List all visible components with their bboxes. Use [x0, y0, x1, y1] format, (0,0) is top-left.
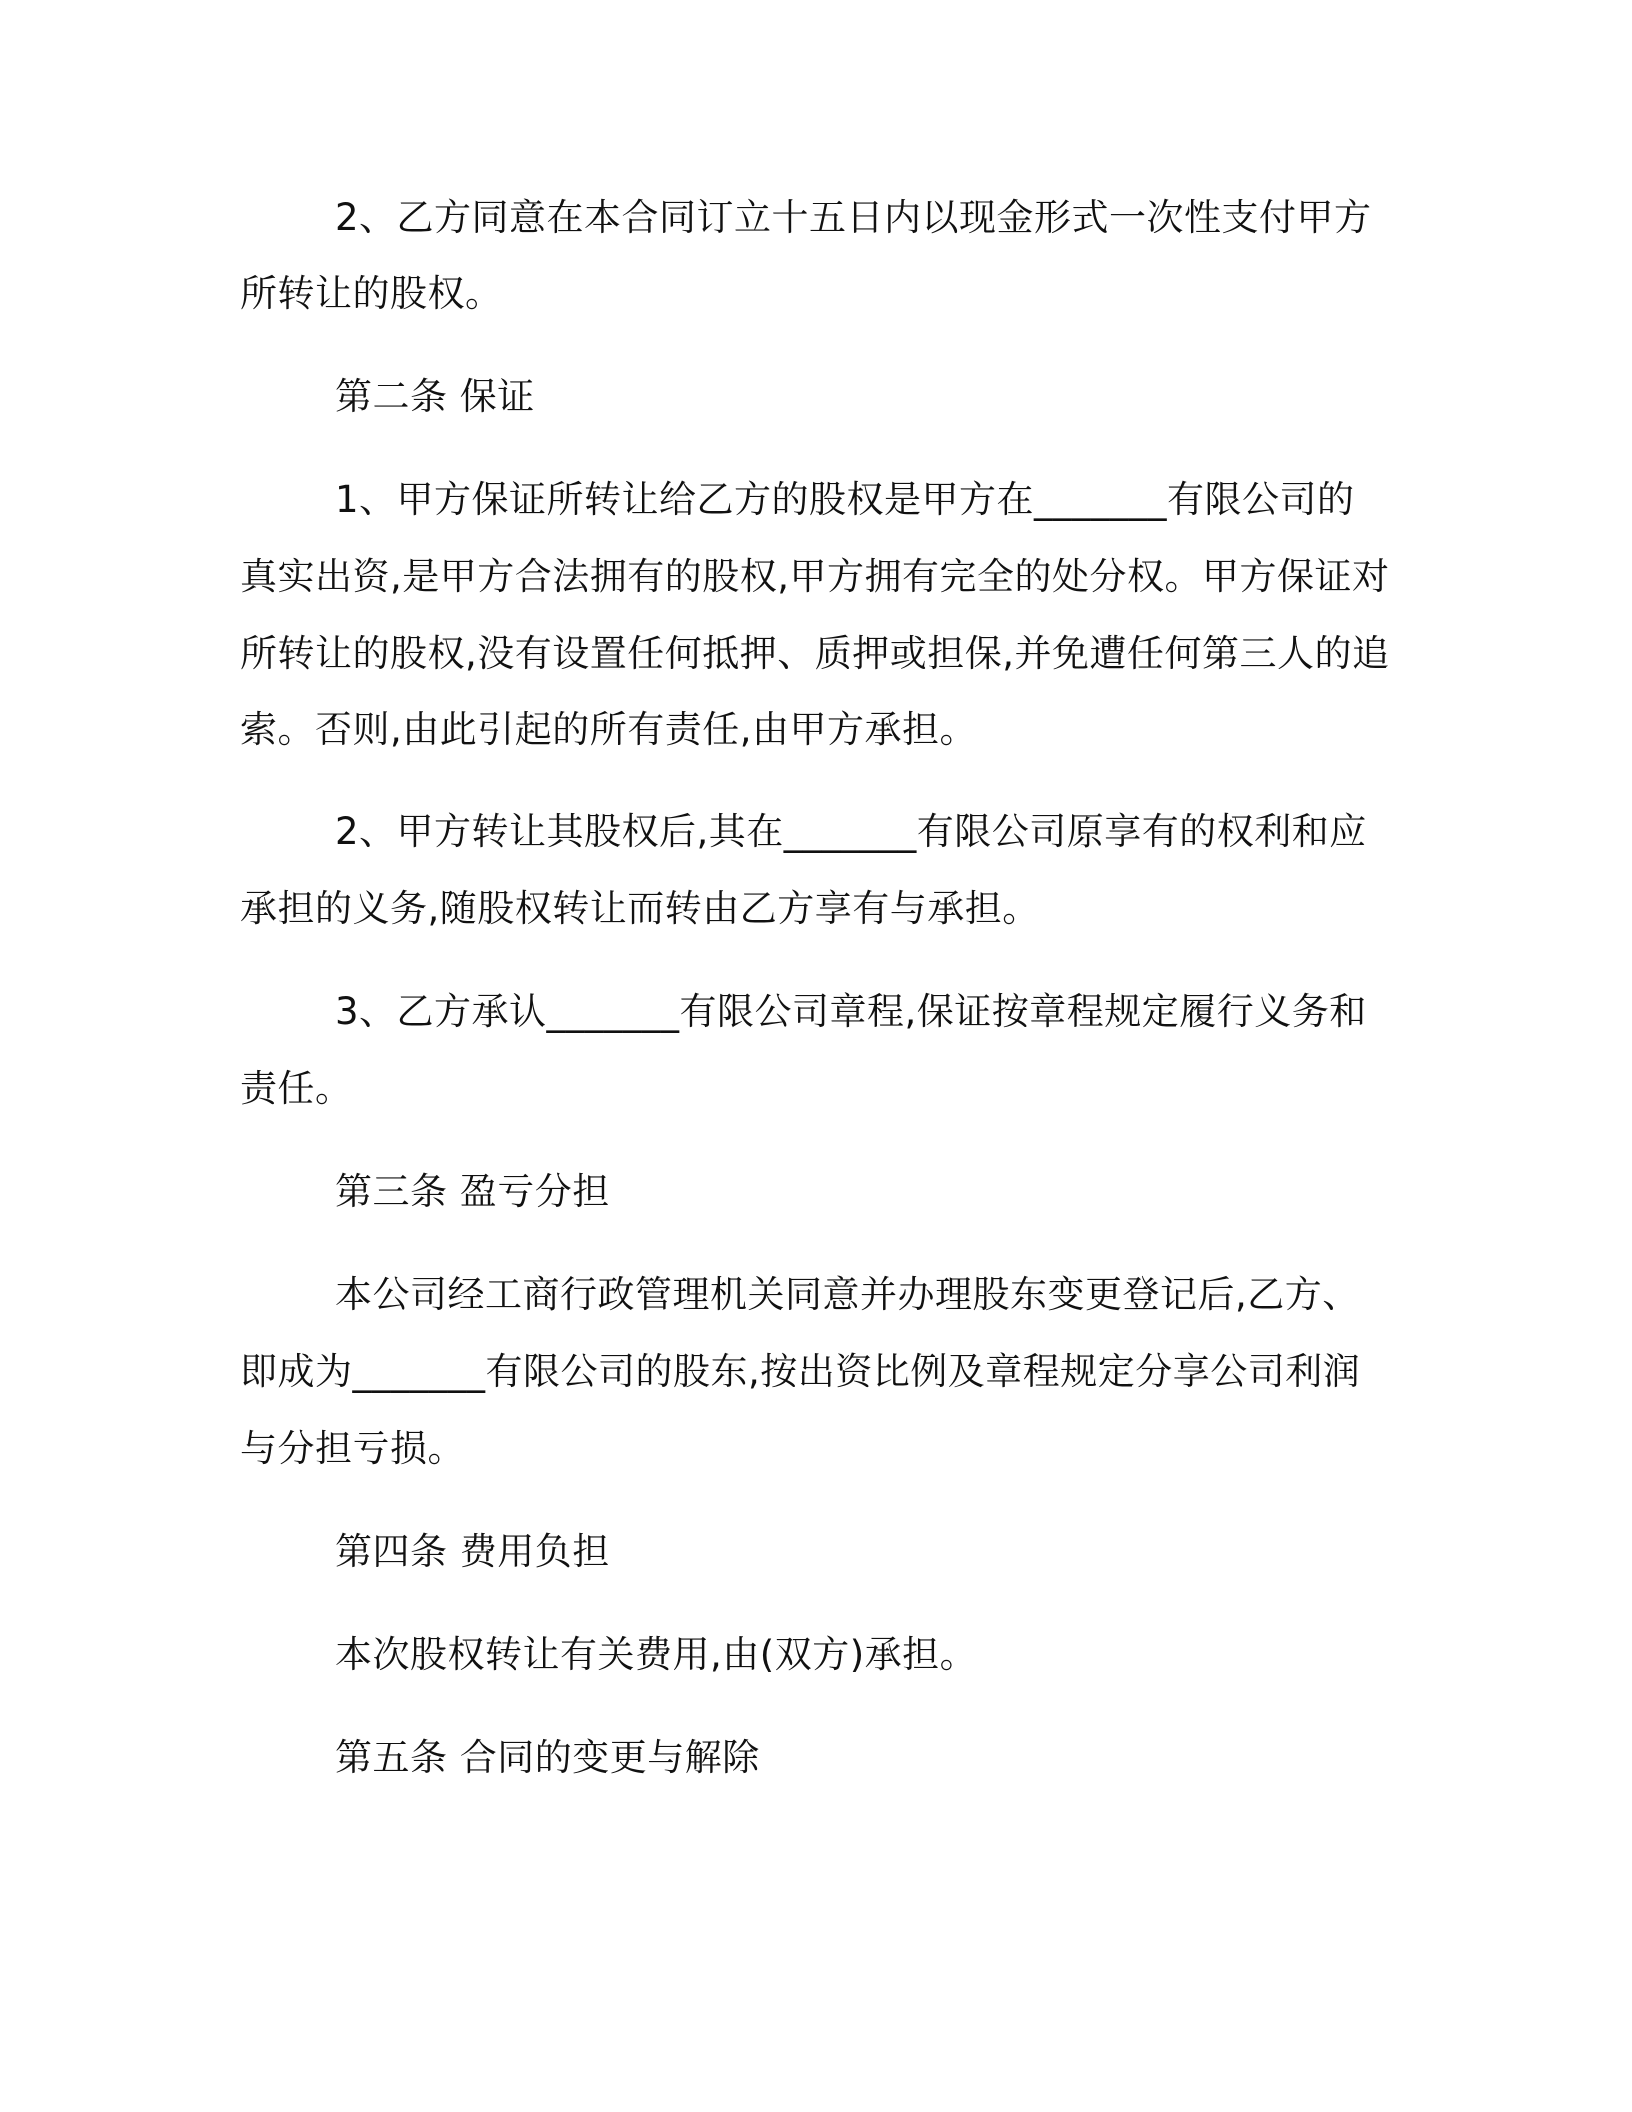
article-3-para-line-1: 本公司经工商行政管理机关同意并办理股东变更登记后,乙方、 [335, 1273, 1360, 1316]
article-2-item-1-line-2: 真实出资,是甲方合法拥有的股权,甲方拥有完全的处分权。甲方保证对 [240, 555, 1390, 598]
article-2-item-1-line-4: 索。否则,由此引起的所有责任,由甲方承担。 [240, 708, 978, 751]
article-2-item-1-line-1: 1、甲方保证所转让给乙方的股权是甲方在_______有限公司的 [335, 478, 1355, 521]
article-3-heading: 第三条 盈亏分担 [335, 1170, 610, 1213]
clause-1-item-2-line-2: 所转让的股权。 [240, 272, 503, 315]
article-2-item-3-line-1: 3、乙方承认_______有限公司章程,保证按章程规定履行义务和 [335, 990, 1367, 1033]
article-2-heading: 第二条 保证 [335, 375, 535, 418]
clause-1-item-2-line-1: 2、乙方同意在本合同订立十五日内以现金形式一次性支付甲方 [335, 196, 1372, 239]
article-4-para: 本次股权转让有关费用,由(双方)承担。 [335, 1633, 978, 1676]
article-2-item-2-line-1: 2、甲方转让其股权后,其在_______有限公司原享有的权利和应 [335, 810, 1367, 853]
article-3-para-line-2: 即成为_______有限公司的股东,按出资比例及章程规定分享公司利润 [240, 1350, 1361, 1393]
article-5-heading: 第五条 合同的变更与解除 [335, 1736, 760, 1779]
article-2-item-2-line-2: 承担的义务,随股权转让而转由乙方享有与承担。 [240, 887, 1040, 930]
article-2-item-1-line-3: 所转让的股权,没有设置任何抵押、质押或担保,并免遭任何第三人的追 [240, 632, 1390, 675]
article-2-item-3-line-2: 责任。 [240, 1067, 353, 1110]
article-3-para-line-3: 与分担亏损。 [240, 1427, 465, 1470]
article-4-heading: 第四条 费用负担 [335, 1530, 610, 1573]
